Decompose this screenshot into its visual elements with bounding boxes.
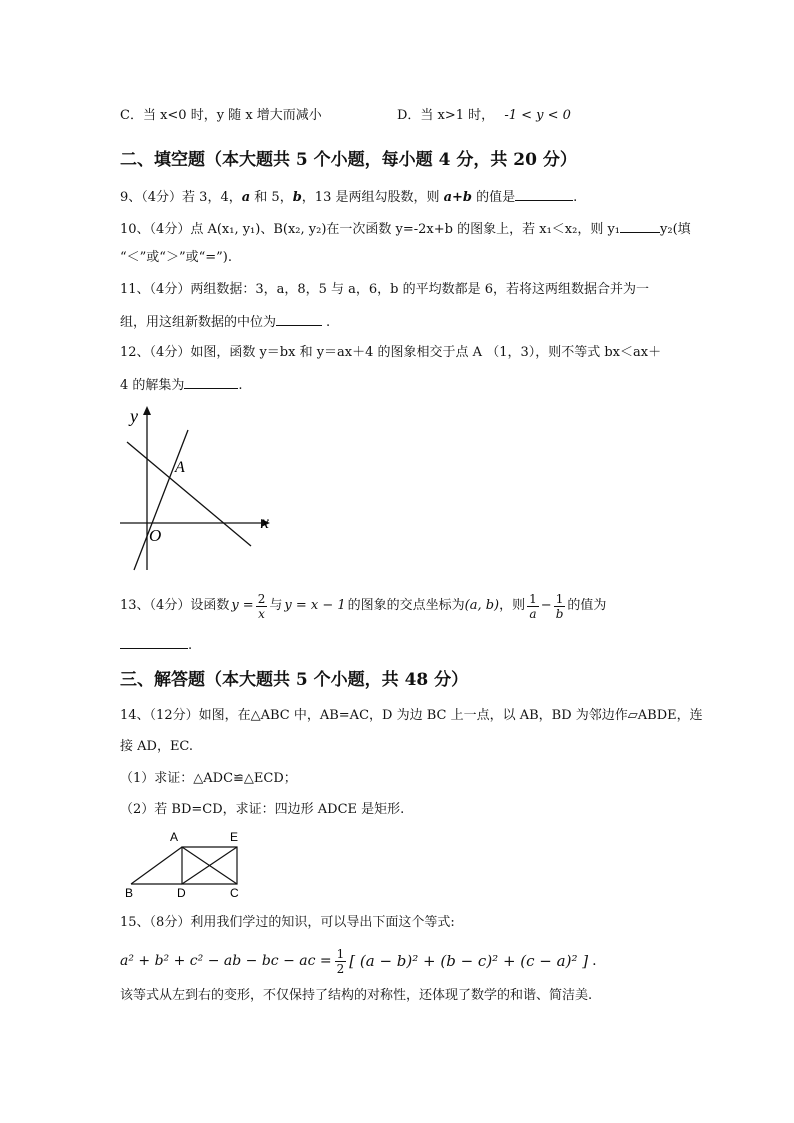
label-point-a: A — [175, 459, 185, 476]
question-14-line-2: 接 AD，EC. — [120, 739, 194, 754]
question-11-line-1: 11、（4分）两组数据：3，a，8，5 与 a，6，b 的平均数都是 6，若将这两组数据合并为一 — [120, 282, 650, 297]
question-14-part-2: （2）若 BD=CD，求证：四边形 ADCE 是矩形. — [120, 802, 405, 817]
q13-eq1-denominator: x — [258, 606, 265, 621]
formula-lhs: a² + b² + c² − ab − bc − ac = — [120, 953, 332, 969]
question-15-line-1: 15、（8分）利用我们学过的知识，可以导出下面这个等式: — [120, 915, 455, 930]
question-13-line-2 — [120, 634, 192, 656]
question-11-line-2 — [120, 311, 330, 333]
q9-var-a: a — [241, 190, 251, 205]
q13-eq2: y = x − 1 — [284, 598, 346, 613]
q9-answer-blank[interactable] — [515, 186, 573, 201]
question-15-line-3: 该等式从左到右的变形，不仅保持了结构的对称性，还体现了数学的和谐、简洁美. — [120, 988, 593, 1003]
q13-text-c: 的图象的交点坐标为 — [347, 598, 465, 613]
formula-rhs: [ (a − b)² + (b − c)² + (c − a)² ] — [349, 952, 589, 970]
q9-expr: a+b — [443, 190, 473, 205]
option-c: C．当 x<0 时，y 随 x 增大而减小 — [120, 108, 322, 123]
q13-text-d: ，则 — [499, 598, 526, 613]
segment-ab — [131, 847, 182, 884]
q13-frac2-numerator: 1 — [555, 591, 564, 606]
q9-text-a: 9、（4分）若 3，4， — [120, 190, 242, 205]
q12-text: 4 的解集为 — [120, 378, 185, 393]
question-10-line-1 — [120, 218, 691, 240]
q11-answer-blank[interactable] — [276, 311, 322, 326]
formula-denominator: 2 — [336, 961, 345, 976]
question-14-part-1: （1）求证：△ADC≌△ECD； — [120, 771, 297, 786]
q9-text-b: 和 5， — [250, 190, 293, 205]
q13-frac2 — [554, 592, 566, 621]
option-d-expr: -1 < y < 0 — [504, 108, 571, 123]
q13-frac2-denominator: b — [555, 606, 564, 621]
q10-text-end: y₂(填 — [660, 222, 691, 237]
q11-end: . — [326, 315, 331, 330]
q11-text: 组，用这组新数据的中位为 — [120, 315, 277, 330]
q13-eq1-numerator: 2 — [257, 591, 266, 606]
q12-function-graph — [118, 404, 278, 574]
q9-text-d: 的值是 — [472, 190, 516, 205]
q10-answer-blank[interactable] — [620, 218, 660, 233]
q13-text-a: 13、（4分）设函数 — [120, 598, 230, 613]
q9-var-b: b — [292, 190, 302, 205]
q9-end: . — [573, 190, 578, 205]
q12-answer-blank[interactable] — [184, 374, 238, 389]
section-3-heading: 三、解答题（本大题共 5 个小题，共 48 分） — [120, 670, 469, 690]
formula-end: . — [592, 953, 597, 969]
q13-end: . — [188, 638, 193, 653]
q13-point: (a, b) — [464, 598, 500, 613]
line-y-bx — [134, 430, 188, 570]
question-12-line-1: 12、（4分）如图，函数 y＝bx 和 y＝ax＋4 的图象相交于点 A （1，3），则不等式 bx＜ax＋ — [120, 345, 662, 360]
q9-text-c: ，13 是两组勾股数，则 — [301, 190, 444, 205]
q13-text-e: 的值为 — [567, 598, 607, 613]
label-x: x — [261, 512, 269, 532]
question-13-line-1 — [120, 586, 606, 626]
formula-numerator: 1 — [336, 946, 345, 961]
q13-frac1 — [527, 592, 539, 621]
q13-eq1-lhs: y = — [231, 598, 254, 613]
y-axis-arrow — [143, 406, 151, 415]
q13-minus: − — [540, 598, 552, 613]
q13-text-b: 与 — [269, 598, 283, 613]
section-2-heading: 二、填空题（本大题共 5 个小题，每小题 4 分，共 20 分） — [120, 150, 577, 170]
question-12-line-2 — [120, 374, 243, 396]
q14-geometry-figure — [122, 828, 262, 898]
option-d — [397, 106, 571, 126]
label-e: E — [230, 830, 239, 844]
option-d-text: D．当 x>1 时， — [397, 108, 495, 123]
label-origin: O — [149, 526, 162, 545]
q13-answer-blank[interactable] — [120, 634, 188, 649]
line-y-ax-plus-4 — [127, 442, 251, 546]
question-14-line-1: 14、（12分）如图，在△ABC 中，AB=AC，D 为边 BC 上一点，以 AB，BD 为邻边作▱ABDE，连 — [120, 708, 703, 723]
q12-end: . — [238, 378, 243, 393]
question-15-formula — [120, 941, 597, 981]
q13-eq1-fraction — [256, 592, 268, 621]
label-c: C — [230, 886, 239, 898]
label-y: y — [130, 406, 138, 426]
q13-frac1-numerator: 1 — [529, 591, 537, 606]
question-10-line-2: “＜”或“＞”或“=”). — [120, 250, 232, 265]
label-a: A — [170, 830, 179, 844]
question-9 — [120, 186, 577, 208]
formula-fraction — [335, 947, 347, 976]
q13-frac1-denominator: a — [529, 606, 537, 621]
label-d: D — [177, 886, 186, 898]
q10-text: 10、（4分）点 A(x₁, y₁)、B(x₂, y₂)在一次函数 y=-2x+b 的图象上，若 x₁＜x₂，则 y₁ — [120, 222, 621, 237]
label-b: B — [125, 886, 134, 898]
